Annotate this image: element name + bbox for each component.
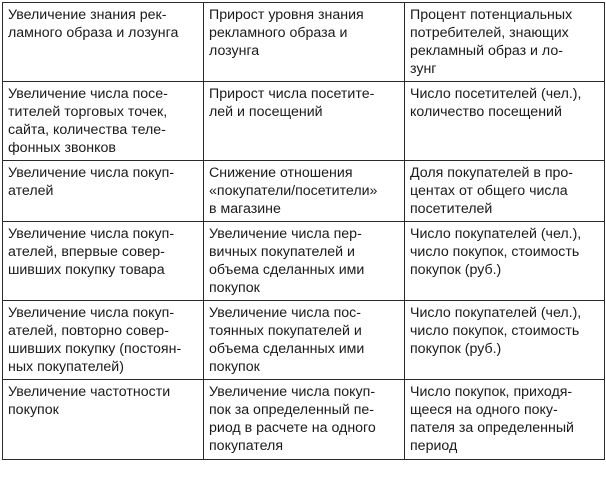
table-row — [3, 380, 605, 460]
goal-cell: Увеличение числа покуп- ателей, впервые совер- шивших покупку товара — [3, 222, 204, 301]
measure-cell: Число покупателей (чел.), число покупок, стоимость покупок (руб.) — [405, 222, 605, 301]
indicator-cell: Увеличение числа пос- тоянных покупателей и объема сделанных ими покупок — [204, 301, 405, 380]
goal-cell: Увеличение частотности покупок — [3, 380, 204, 460]
measure-cell: Число посетителей (чел.), количество посещений — [405, 82, 605, 161]
table-row — [3, 301, 605, 380]
goal-cell: Увеличение числа покуп- ателей, повторно совер- шивших покупку (постоян- ных покупателей) — [3, 301, 204, 380]
measure-cell: Процент потенциальных потребителей, знающих рекламный образ и ло- зунг — [405, 3, 605, 82]
goals-indicators-table — [2, 2, 605, 460]
table-row — [3, 161, 605, 222]
indicator-cell: Увеличение числа покуп- пок за определенный пе- риод в расчете на одного покупателя — [204, 380, 405, 460]
goal-cell: Увеличение числа покуп- ателей — [3, 161, 204, 222]
table-row — [3, 222, 605, 301]
indicator-cell: Снижение отношения «покупатели/посетители» в магазине — [204, 161, 405, 222]
table-row — [3, 82, 605, 161]
goal-cell: Увеличение знания рек- ламного образа и лозунга — [3, 3, 204, 82]
indicator-cell: Прирост уровня знания рекламного образа и лозунга — [204, 3, 405, 82]
measure-cell: Число покупателей (чел.), число покупок, стоимость покупок (руб.) — [405, 301, 605, 380]
measure-cell: Число покупок, приходя- щееся на одного поку- пателя за определенный период — [405, 380, 605, 460]
goal-cell: Увеличение числа посе- тителей торговых точек, сайта, количества теле- фонных звонков — [3, 82, 204, 161]
indicator-cell: Прирост числа посетите- лей и посещений — [204, 82, 405, 161]
indicator-cell: Увеличение числа пер- вичных покупателей и объема сделанных ими покупок — [204, 222, 405, 301]
table-row — [3, 3, 605, 82]
measure-cell: Доля покупателей в про- центах от общего числа посетителей — [405, 161, 605, 222]
